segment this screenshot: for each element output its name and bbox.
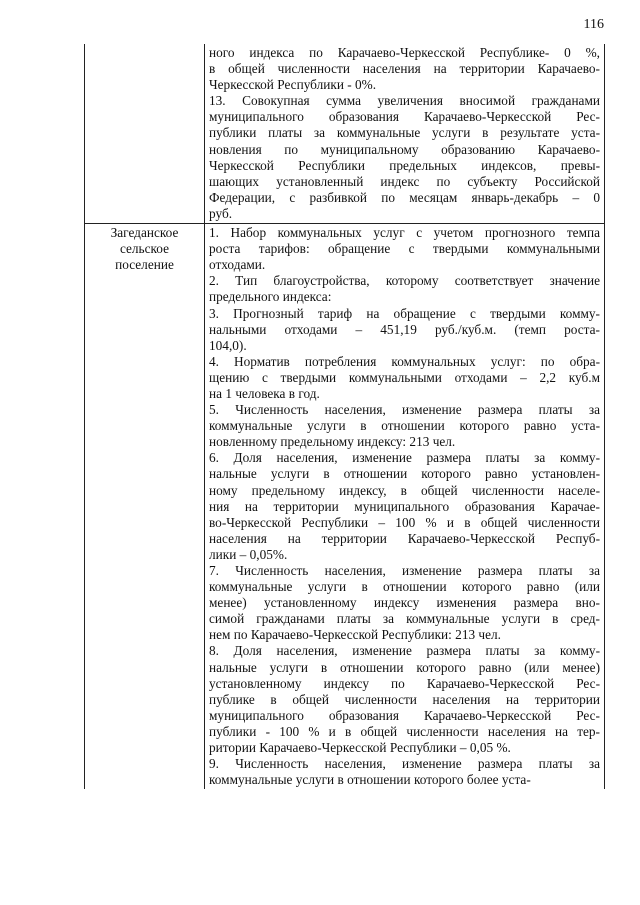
text-line: коммунальные услуги в отношении которого более уста- <box>209 772 531 788</box>
text-line: ного индекса по Карачаево-Черкесской Республике- 0 %, <box>209 45 600 60</box>
indicators-cell <box>205 224 605 790</box>
text-line: установленному индексу по Карачаево-Черкесской Рес- <box>209 675 600 691</box>
text-line: шающих установленный индекс по субъекту Российской <box>209 173 600 189</box>
text-line: нальными отходами – 451,19 руб./куб.м. (темп роста- <box>209 321 600 337</box>
text-line: 13. Совокупная сумма увеличения вносимой гражданами <box>209 93 600 109</box>
indicator-paragraph <box>209 306 600 354</box>
table-row <box>85 224 605 790</box>
text-line: нем по Карачаево-Черкесской Республики: 213 чел. <box>209 627 501 643</box>
region-name-cell <box>85 44 205 224</box>
text-line: 3. Прогнозный тариф на обращение с твердыми комму- <box>209 305 600 321</box>
table-row <box>85 44 605 224</box>
text-line: во-Черкесской Республики – 100 % и в общей численности <box>209 514 600 530</box>
text-line: коммунальные услуги в отношении которого равно (или <box>209 579 600 595</box>
text-line: лики – 0,05%. <box>209 546 288 562</box>
indicator-paragraph <box>209 45 600 93</box>
indicator-paragraph <box>209 450 600 563</box>
indicator-paragraph <box>209 643 600 756</box>
region-name-cell <box>85 224 205 790</box>
text-line: коммунальные услуги в отношении которого равно уста- <box>209 418 600 434</box>
text-line: публики платы за коммунальные услуги в результате уста- <box>209 125 600 141</box>
text-line: 2. Тип благоустройства, которому соответствует значение <box>209 273 600 289</box>
text-line: населения на территории Карачаево-Черкесской Респуб- <box>209 530 600 546</box>
text-line: нальные услуги в отношении которого равно (или менее) <box>209 659 600 675</box>
indicator-paragraph <box>209 225 600 273</box>
text-line: Черкесской Республики предельных индексов, превы- <box>209 157 600 173</box>
text-line: 104,0). <box>209 337 247 353</box>
text-line: Черкесской Республики - 0%. <box>209 77 377 93</box>
indices-table <box>84 44 605 789</box>
text-line: муниципального образования Карачаево-Черкесской Рес- <box>209 109 600 125</box>
text-line: новленному предельному индексу: 213 чел. <box>209 434 456 450</box>
text-line: ния на территории муниципального образования Карачае- <box>209 498 600 514</box>
text-line: симой гражданами платы за коммунальные услуги в сред- <box>209 611 600 627</box>
indicator-paragraph <box>209 402 600 450</box>
text-line: 7. Численность населения, изменение размера платы за <box>209 563 600 578</box>
text-line: ритории Карачаево-Черкесской Республики – 0,05 %. <box>209 740 511 756</box>
text-line: 5. Численность населения, изменение размера платы за <box>209 402 600 418</box>
text-line: отходами. <box>209 257 266 273</box>
indicator-paragraph <box>209 354 600 402</box>
text-line: в общей численности населения на территории Карачаево- <box>209 61 600 77</box>
text-line: публики - 100 % и в общей численности населения на тер- <box>209 723 600 739</box>
text-line: новления по муниципальному образованию Карачаево- <box>209 141 600 157</box>
text-line: на 1 человека в год. <box>209 385 320 401</box>
text-line: ному предельному индексу, в общей численности населе- <box>209 482 600 498</box>
page-number: 116 <box>583 17 604 32</box>
indicators-cell <box>205 44 605 224</box>
text-line: нальные услуги в отношении которого равно установлен- <box>209 466 600 482</box>
text-line: 6. Доля населения, изменение размера платы за комму- <box>209 450 600 466</box>
region-name-line: Загеданское <box>110 225 179 241</box>
text-line: предельного индекса: <box>209 289 332 305</box>
text-line: роста тарифов: обращение с твердыми коммунальными <box>209 241 600 257</box>
indicator-paragraph <box>209 563 600 643</box>
region-name-line: поселение <box>115 257 174 273</box>
region-name-line: сельское <box>119 241 170 257</box>
text-line: 4. Норматив потребления коммунальных услуг: по обра- <box>209 353 600 369</box>
text-line: менее) установленному индексу изменения размера вно- <box>209 595 600 611</box>
indicator-paragraph <box>209 756 600 788</box>
text-line: муниципального образования Карачаево-Черкесской Рес- <box>209 707 600 723</box>
text-line: Федерации, с разбивкой по месяцам январь-декабрь – 0 <box>209 189 600 205</box>
text-line: 1. Набор коммунальных услуг с учетом прогнозного темпа <box>209 225 600 241</box>
text-line: щению с твердыми коммунальными отходами – 2,2 куб.м <box>209 369 600 385</box>
text-line: публике в общей численности населения на территории <box>209 691 600 707</box>
indicator-paragraph <box>209 93 600 222</box>
table-body <box>85 44 605 789</box>
text-line: руб. <box>209 205 233 221</box>
text-line: 8. Доля населения, изменение размера платы за комму- <box>209 643 600 659</box>
indicator-paragraph <box>209 273 600 305</box>
text-line: 9. Численность населения, изменение размера платы за <box>209 756 600 772</box>
